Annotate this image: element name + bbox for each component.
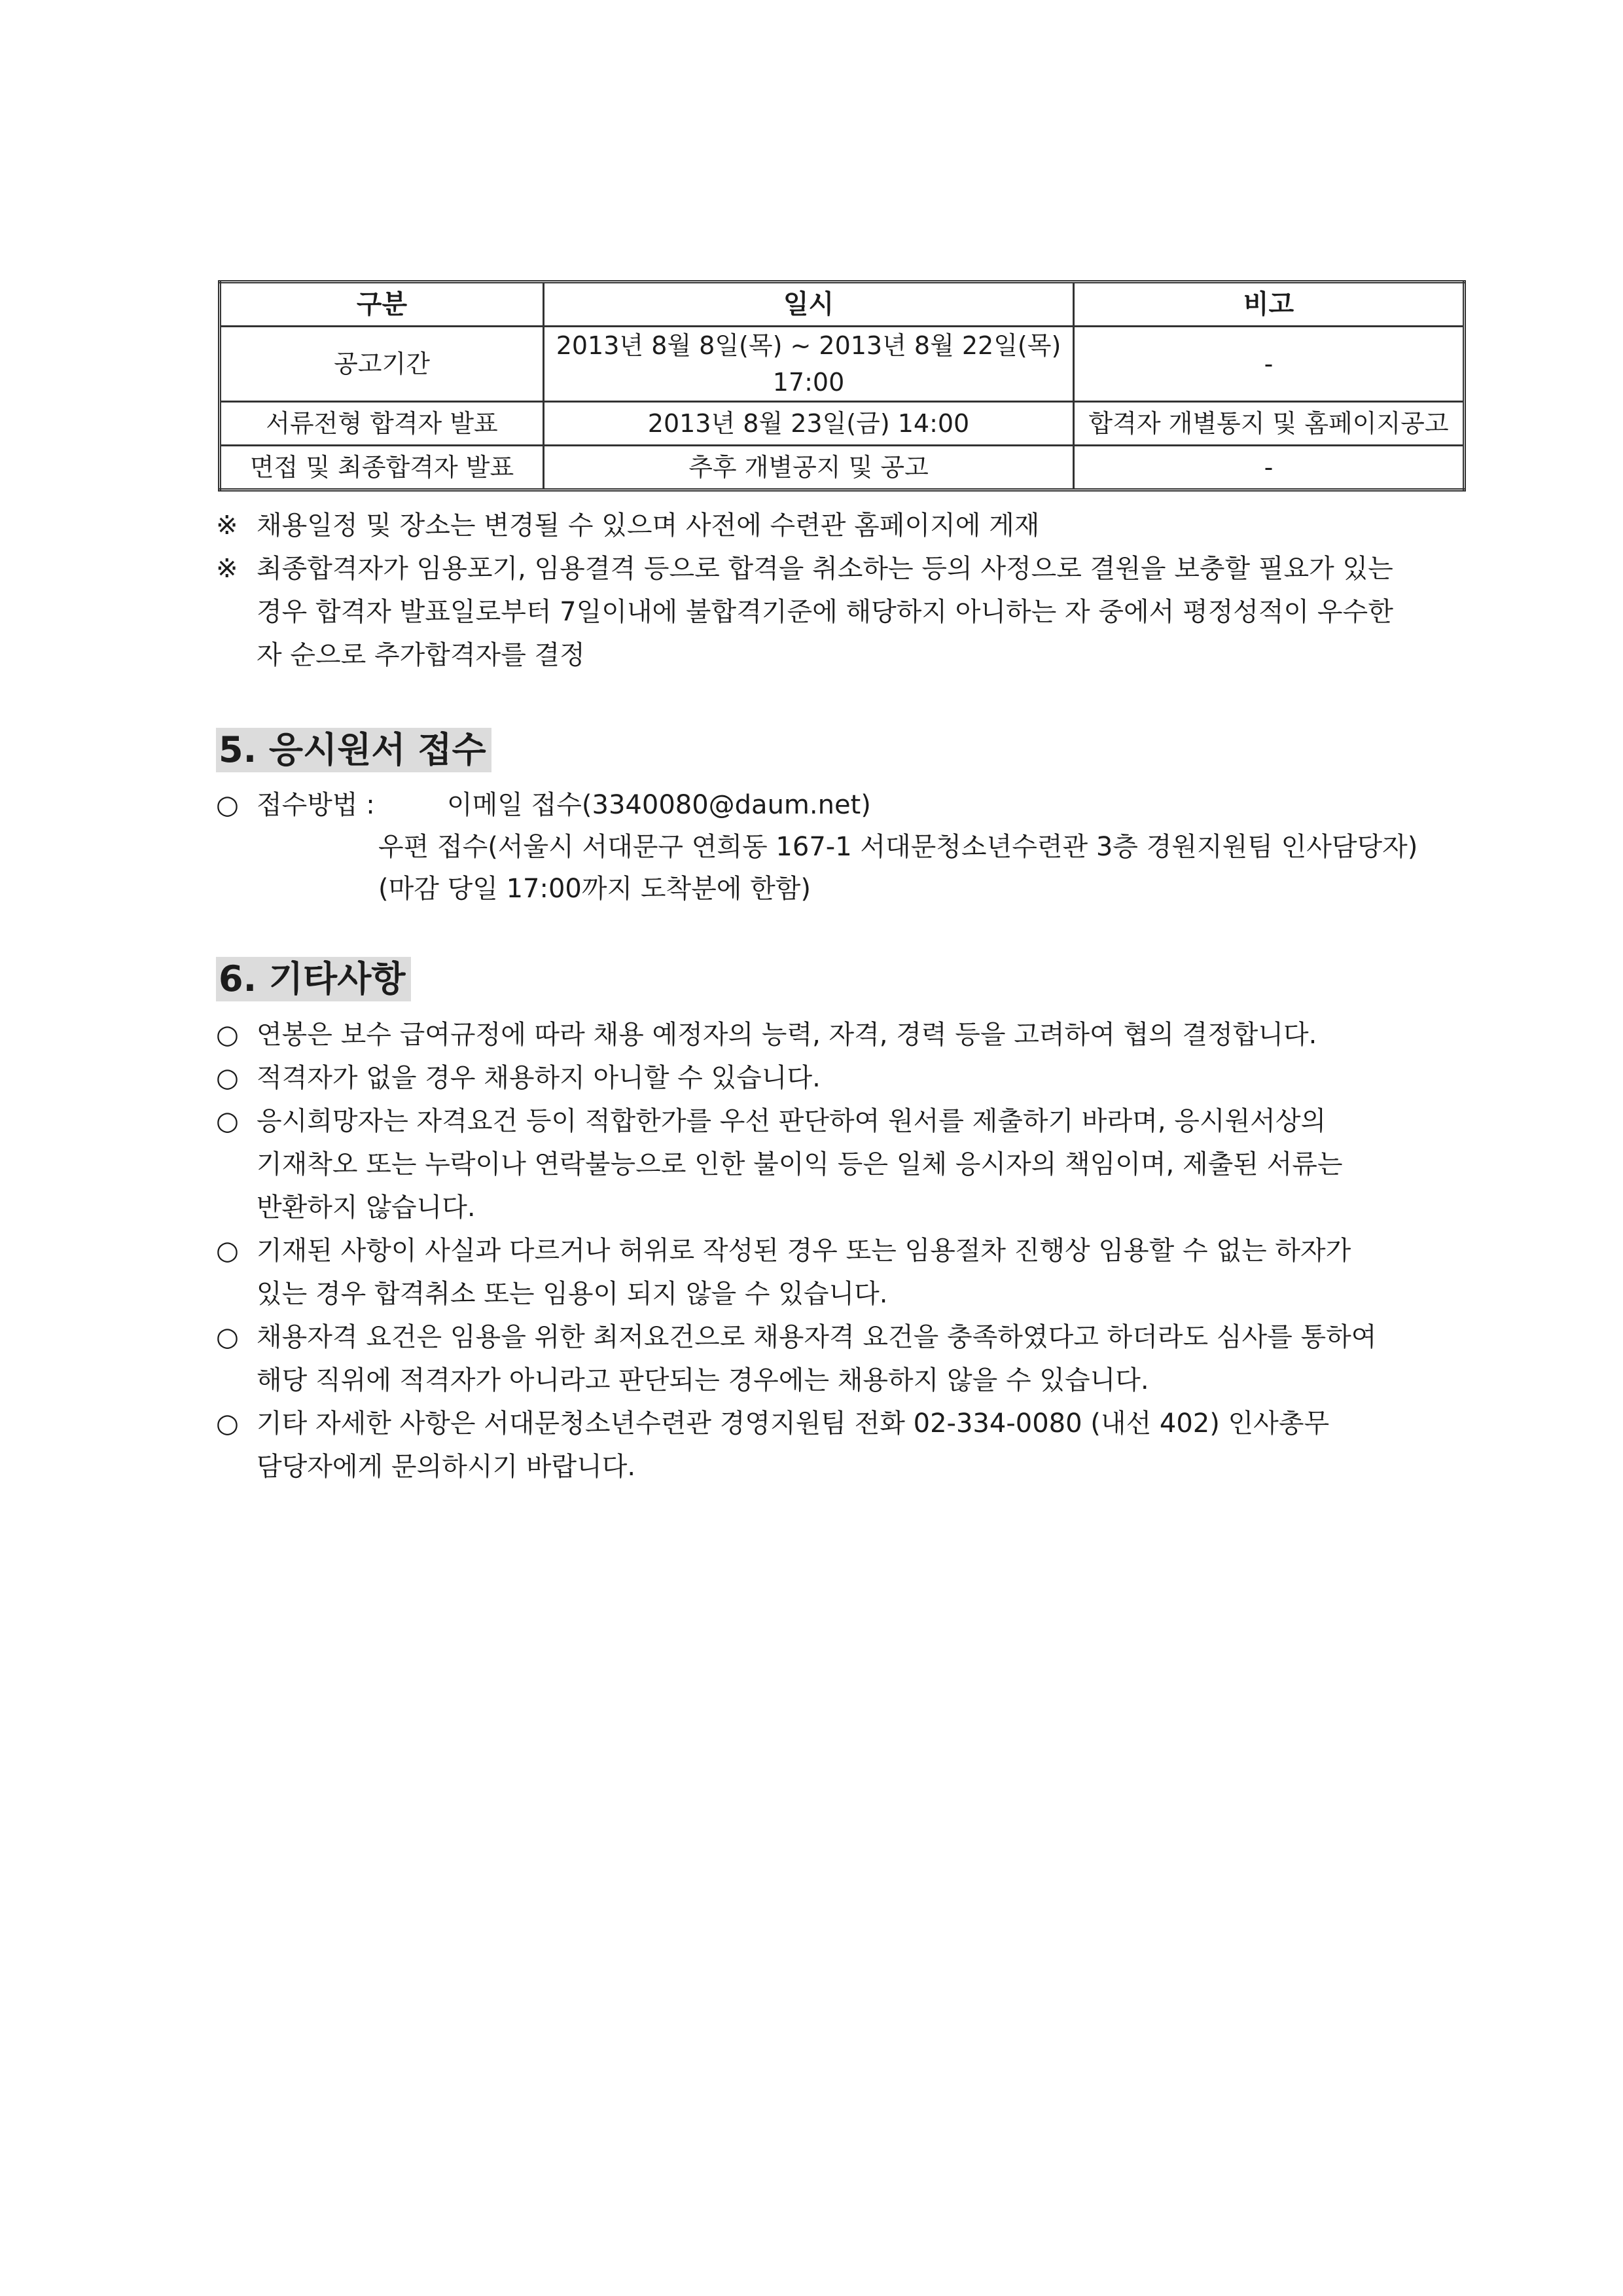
- circle-bullet-icon: ○: [216, 1106, 239, 1136]
- circle-bullet-icon: ○: [216, 790, 239, 820]
- table-row: [220, 446, 1465, 490]
- row-date: [544, 327, 1074, 402]
- header-note: 비고: [1074, 282, 1465, 327]
- schedule-notes: [216, 504, 1459, 677]
- row-note: -: [1074, 446, 1465, 490]
- circle-bullet-icon: ○: [216, 1408, 239, 1439]
- table-row: [220, 402, 1465, 446]
- schedule-table: [218, 280, 1466, 492]
- row-category: 면접 및 최종합격자 발표: [220, 446, 544, 490]
- submission-post: 우편 접수(서울시 서대문구 연희동 167-1 서대문청소년수련관 3층 경원지원팀 인사담당자): [378, 832, 1418, 862]
- list-item: [216, 1100, 1492, 1229]
- row-date-line: 17:00: [772, 368, 845, 397]
- row-note: -: [1074, 327, 1465, 402]
- list-item-line: 기타 자세한 사항은 서대문청소년수련관 경영지원팀 전화 02-334-0080 (내선 402) 인사총무: [257, 1408, 1330, 1439]
- note-item: [216, 504, 1459, 547]
- submission-row-post: [216, 826, 1492, 868]
- circle-bullet-icon: ○: [216, 1063, 239, 1093]
- submission-method-label: 접수방법 :: [257, 790, 375, 820]
- circle-bullet-icon: ○: [216, 1236, 239, 1266]
- note-item: [216, 547, 1459, 677]
- list-item-line: 해당 직위에 적격자가 아니라고 판단되는 경우에는 채용하지 않을 수 있습니다.: [257, 1365, 1149, 1395]
- list-item-line: 담당자에게 문의하시기 바랍니다.: [257, 1452, 636, 1482]
- reference-mark-icon: ※: [216, 511, 238, 541]
- table-row: [220, 327, 1465, 402]
- submission-email: 이메일 접수(3340080@daum.net): [447, 790, 871, 820]
- row-date: 추후 개별공지 및 공고: [544, 446, 1074, 490]
- header-category: 구분: [220, 282, 544, 327]
- list-item-line: 기재착오 또는 누락이나 연락불능으로 인한 불이익 등은 일체 응시자의 책임이며, 제출된 서류는: [257, 1149, 1343, 1179]
- note-line: 자 순으로 추가합격자를 결정: [257, 640, 585, 670]
- list-item: [216, 1229, 1492, 1316]
- list-item-line: 채용자격 요건은 임용을 위한 최저요건으로 채용자격 요건을 충족하였다고 하더라도 심사를 통하여: [257, 1322, 1377, 1352]
- table-header-row: [220, 282, 1465, 327]
- misc-list: [216, 1013, 1492, 1488]
- list-item-line: 연봉은 보수 급여규정에 따라 채용 예정자의 능력, 자격, 경력 등을 고려하여 협의 결정합니다.: [257, 1020, 1317, 1050]
- note-line: 채용일정 및 장소는 변경될 수 있으며 사전에 수련관 홈페이지에 게재: [257, 511, 1040, 541]
- list-item-line: 반환하지 않습니다.: [257, 1193, 476, 1223]
- note-line: 경우 합격자 발표일로부터 7일이내에 불합격기준에 해당하지 아니하는 자 중에서 평정성적이 우수한: [257, 597, 1393, 627]
- list-item: [216, 1013, 1492, 1056]
- circle-bullet-icon: ○: [216, 1322, 239, 1352]
- application-submission: [216, 784, 1492, 910]
- section-heading-application: 5. 응시원서 접수: [216, 728, 491, 772]
- row-category: 공고기간: [220, 327, 544, 402]
- section-heading-misc: 6. 기타사항: [216, 957, 411, 1001]
- row-date-line: 2013년 8월 8일(목) ~ 2013년 8월 22일(목): [556, 331, 1061, 360]
- header-date: 일시: [544, 282, 1074, 327]
- list-item-line: 기재된 사항이 사실과 다르거나 허위로 작성된 경우 또는 임용절차 진행상 임용할 수 없는 하자가: [257, 1236, 1351, 1266]
- list-item-line: 있는 경우 합격취소 또는 임용이 되지 않을 수 있습니다.: [257, 1279, 888, 1309]
- circle-bullet-icon: ○: [216, 1020, 239, 1050]
- note-line: 최종합격자가 임용포기, 임용결격 등으로 합격을 취소하는 등의 사정으로 결원을 보충할 필요가 있는: [257, 554, 1393, 584]
- list-item-line: 적격자가 없을 경우 채용하지 아니할 수 있습니다.: [257, 1063, 821, 1093]
- submission-deadline: (마감 당일 17:00까지 도착분에 한함): [378, 874, 812, 904]
- list-item-line: 응시희망자는 자격요건 등이 적합한가를 우선 판단하여 원서를 제출하기 바라며, 응시원서상의: [257, 1106, 1327, 1136]
- row-date: 2013년 8월 23일(금) 14:00: [544, 402, 1074, 446]
- row-category: 서류전형 합격자 발표: [220, 402, 544, 446]
- submission-row-email: [216, 784, 1492, 826]
- list-item: [216, 1402, 1492, 1488]
- row-note: 합격자 개별통지 및 홈페이지공고: [1074, 402, 1465, 446]
- list-item: [216, 1056, 1492, 1100]
- list-item: [216, 1316, 1492, 1402]
- reference-mark-icon: ※: [216, 554, 238, 584]
- submission-row-deadline: [216, 868, 1492, 910]
